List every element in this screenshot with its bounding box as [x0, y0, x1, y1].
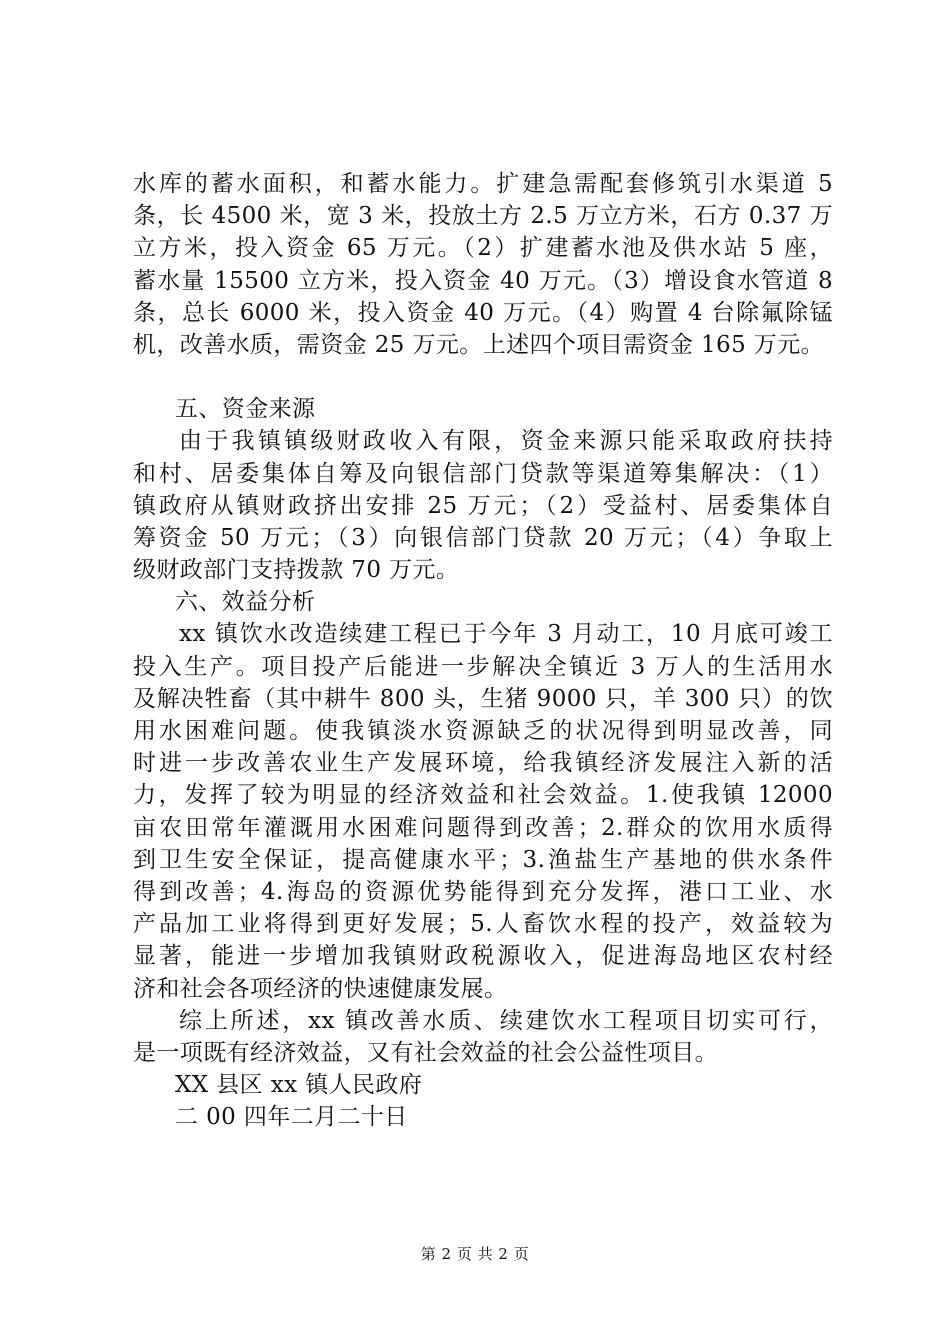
text-line: 时进一步改善农业生产发展环境，给我镇经济发展注入新的活 [133, 750, 833, 777]
text-line: 是一项既有经济效益，又有社会效益的社会公益性项目。 [133, 1039, 718, 1066]
text-line: 立方米，投入资金 65 万元。（2）扩建蓄水池及供水站 5 座， [133, 235, 833, 262]
section-heading: 五、资金来源 [175, 396, 316, 423]
text-line: 用水困难问题。使我镇淡水资源缺乏的状况得到明显改善，同 [133, 718, 833, 744]
signature-date: 二 00 四年二月二十日 [175, 1104, 408, 1131]
text-line: 水库的蓄水面积，和蓄水能力。扩建急需配套修筑引水渠道 5 [133, 171, 833, 197]
text-line: 力，发挥了较为明显的经济效益和社会效益。1.使我镇 12000 [133, 782, 833, 809]
text-line: 镇政府从镇财政挤出安排 25 万元；（2）受益村、居委集体自 [133, 492, 833, 519]
section-benefit-analysis [133, 586, 833, 1004]
text-line: 机，改善水质，需资金 25 万元。上述四个项目需资金 165 万元。 [133, 331, 825, 358]
text-line: 到卫生安全保证，提高健康水平；3.渔盐生产基地的供水条件 [133, 846, 833, 873]
document-body [133, 168, 833, 1133]
text-line: 蓄水量 15500 立方米，投入资金 40 万元。（3）增设食水管道 8 [133, 267, 833, 294]
section-heading: 六、效益分析 [175, 589, 316, 616]
conclusion-paragraph [133, 1005, 833, 1069]
section-funding-source [133, 393, 833, 586]
text-line: 筹资金 50 万元；（3）向银信部门贷款 20 万元；（4）争取上 [133, 524, 833, 551]
text-line: 综上所述，xx 镇改善水质、续建饮水工程项目切实可行， [179, 1007, 833, 1034]
text-line: 投入生产。项目投产后能进一步解决全镇近 3 万人的生活用水 [133, 653, 833, 680]
page-footer: 第 2 页 共 2 页 [420, 1245, 530, 1263]
text-line: 由于我镇镇级财政收入有限，资金来源只能采取政府扶持 [179, 428, 833, 455]
paragraph-project-details [133, 168, 833, 361]
text-line: 产品加工业将得到更好发展；5.人畜饮水程的投产，效益较为 [133, 911, 833, 938]
text-line: 及解决牲畜（其中耕牛 800 头，生猪 9000 只，羊 300 只）的饮 [133, 685, 833, 712]
text-line: 亩农田常年灌溉用水困难问题得到改善；2.群众的饮用水质得 [133, 814, 833, 841]
text-line: 级财政部门支持拨款 70 万元。 [133, 557, 460, 584]
text-line: xx 镇饮水改造续建工程已于今年 3 月动工，10 月底可竣工 [179, 621, 833, 648]
text-line: 得到改善；4.海岛的资源优势能得到充分发挥，港口工业、水 [133, 878, 833, 905]
text-line: 条，总长 6000 米，投入资金 40 万元。（4）购置 4 台除氟除锰 [133, 299, 833, 326]
text-line: 显著，能进一步增加我镇财政税源收入，促进海岛地区农村经 [133, 943, 833, 970]
signature-block [133, 1069, 833, 1133]
text-line: 条，长 4500 米，宽 3 米，投放土方 2.5 万立方米，石方 0.37 万 [133, 203, 833, 230]
signature-org: XX 县区 xx 镇人民政府 [175, 1072, 423, 1099]
paragraph-gap [133, 361, 833, 393]
text-line: 济和社会各项经济的快速健康发展。 [133, 975, 508, 1002]
text-line: 和村、居委集体自筹及向银信部门贷款等渠道筹集解决：（1） [133, 460, 833, 487]
